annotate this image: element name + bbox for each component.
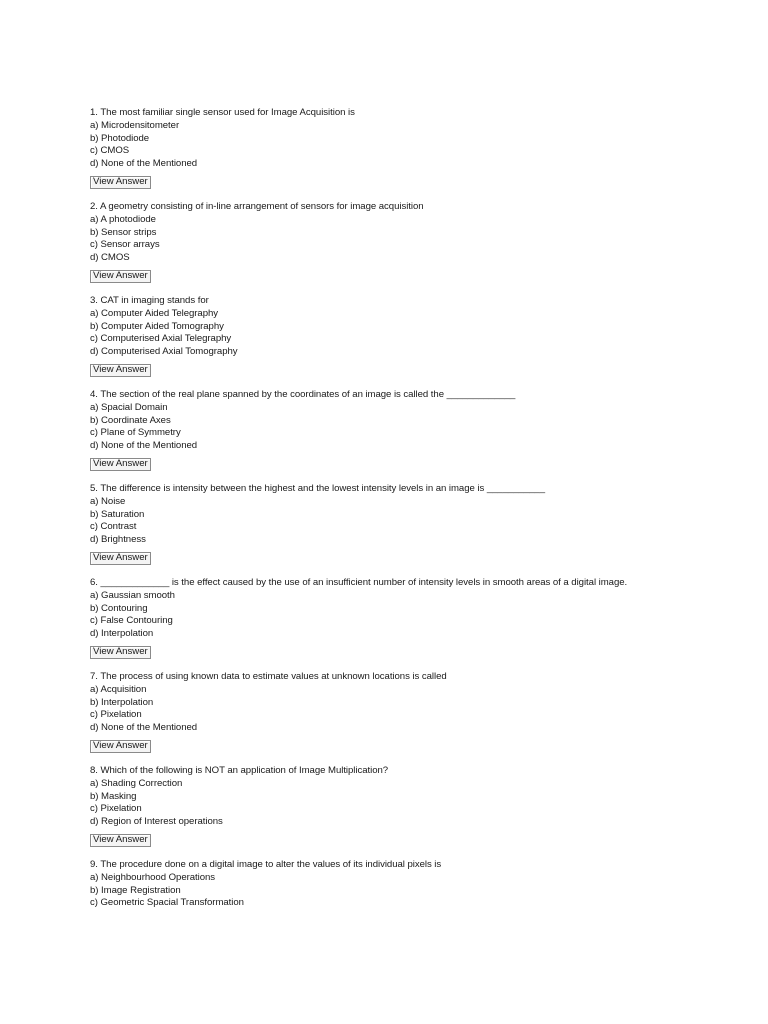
option-b: b) Sensor strips [90,226,157,238]
question-4 [90,389,750,471]
option-a: a) Neighbourhood Operations [90,871,216,883]
option-c: c) Sensor arrays [90,239,160,251]
option-a: a) Spacial Domain [90,401,168,413]
question-1 [90,107,750,189]
option-a: a) Acquisition [90,683,147,695]
option-a: a) Noise [90,495,126,507]
option-d: d) None of the Mentioned [90,722,198,734]
view-answer-button[interactable]: View Answer [90,740,151,753]
option-c: c) Pixelation [90,709,142,721]
option-b: b) Image Registration [90,884,181,896]
option-c: c) Plane of Symmetry [90,427,181,439]
question-8 [90,765,750,847]
question-text: 8. Which of the following is NOT an application of Image Multiplication? [90,765,389,776]
option-d: d) None of the Mentioned [90,440,198,452]
option-b: b) Computer Aided Tomography [90,320,224,332]
question-7 [90,671,750,753]
option-d: d) None of the Mentioned [90,158,198,170]
question-6 [90,577,750,659]
question-text: 1. The most familiar single sensor used for Image Acquisition is [90,107,355,118]
question-text: 3. CAT in imaging stands for [90,295,209,306]
option-a: a) Microdensitometer [90,119,180,131]
option-d: d) Interpolation [90,628,154,640]
question-9 [90,859,750,910]
option-d: d) Brightness [90,534,146,546]
option-c: c) Geometric Spacial Transformation [90,897,244,909]
view-answer-button[interactable]: View Answer [90,646,151,659]
option-b: b) Interpolation [90,696,154,708]
view-answer-button[interactable]: View Answer [90,364,151,377]
question-text: 2. A geometry consisting of in-line arrangement of sensors for image acquisition [90,201,424,212]
view-answer-button[interactable]: View Answer [90,270,151,283]
option-a: a) Computer Aided Telegraphy [90,307,219,319]
option-b: b) Masking [90,790,137,802]
option-b: b) Photodiode [90,132,150,144]
option-c: c) Pixelation [90,803,142,815]
option-d: d) Computerised Axial Tomography [90,346,238,358]
option-c: c) False Contouring [90,615,173,627]
option-b: b) Coordinate Axes [90,414,171,426]
option-d: d) Region of Interest operations [90,816,223,828]
question-text: 9. The procedure done on a digital image to alter the values of its individual pixels is [90,859,442,870]
question-5 [90,483,750,565]
option-a: a) Gaussian smooth [90,589,175,601]
question-text: 5. The difference is intensity between the highest and the lowest intensity levels in an image is ___________ [90,483,545,494]
question-text: 4. The section of the real plane spanned by the coordinates of an image is called the _____________ [90,389,516,400]
question-text: 6. _____________ is the effect caused by the use of an insufficient number of intensity levels in smooth areas of a digital image. [90,577,628,588]
view-answer-button[interactable]: View Answer [90,458,151,471]
view-answer-button[interactable]: View Answer [90,834,151,847]
question-2 [90,201,750,283]
option-d: d) CMOS [90,252,130,264]
option-c: c) CMOS [90,145,130,157]
option-a: a) A photodiode [90,213,156,225]
question-text: 7. The process of using known data to estimate values at unknown locations is called [90,671,447,682]
view-answer-button[interactable]: View Answer [90,552,151,565]
option-a: a) Shading Correction [90,777,183,789]
view-answer-button[interactable]: View Answer [90,176,151,189]
option-c: c) Contrast [90,521,137,533]
question-3 [90,295,750,377]
option-b: b) Saturation [90,508,145,520]
option-c: c) Computerised Axial Telegraphy [90,333,232,345]
option-b: b) Contouring [90,602,148,614]
